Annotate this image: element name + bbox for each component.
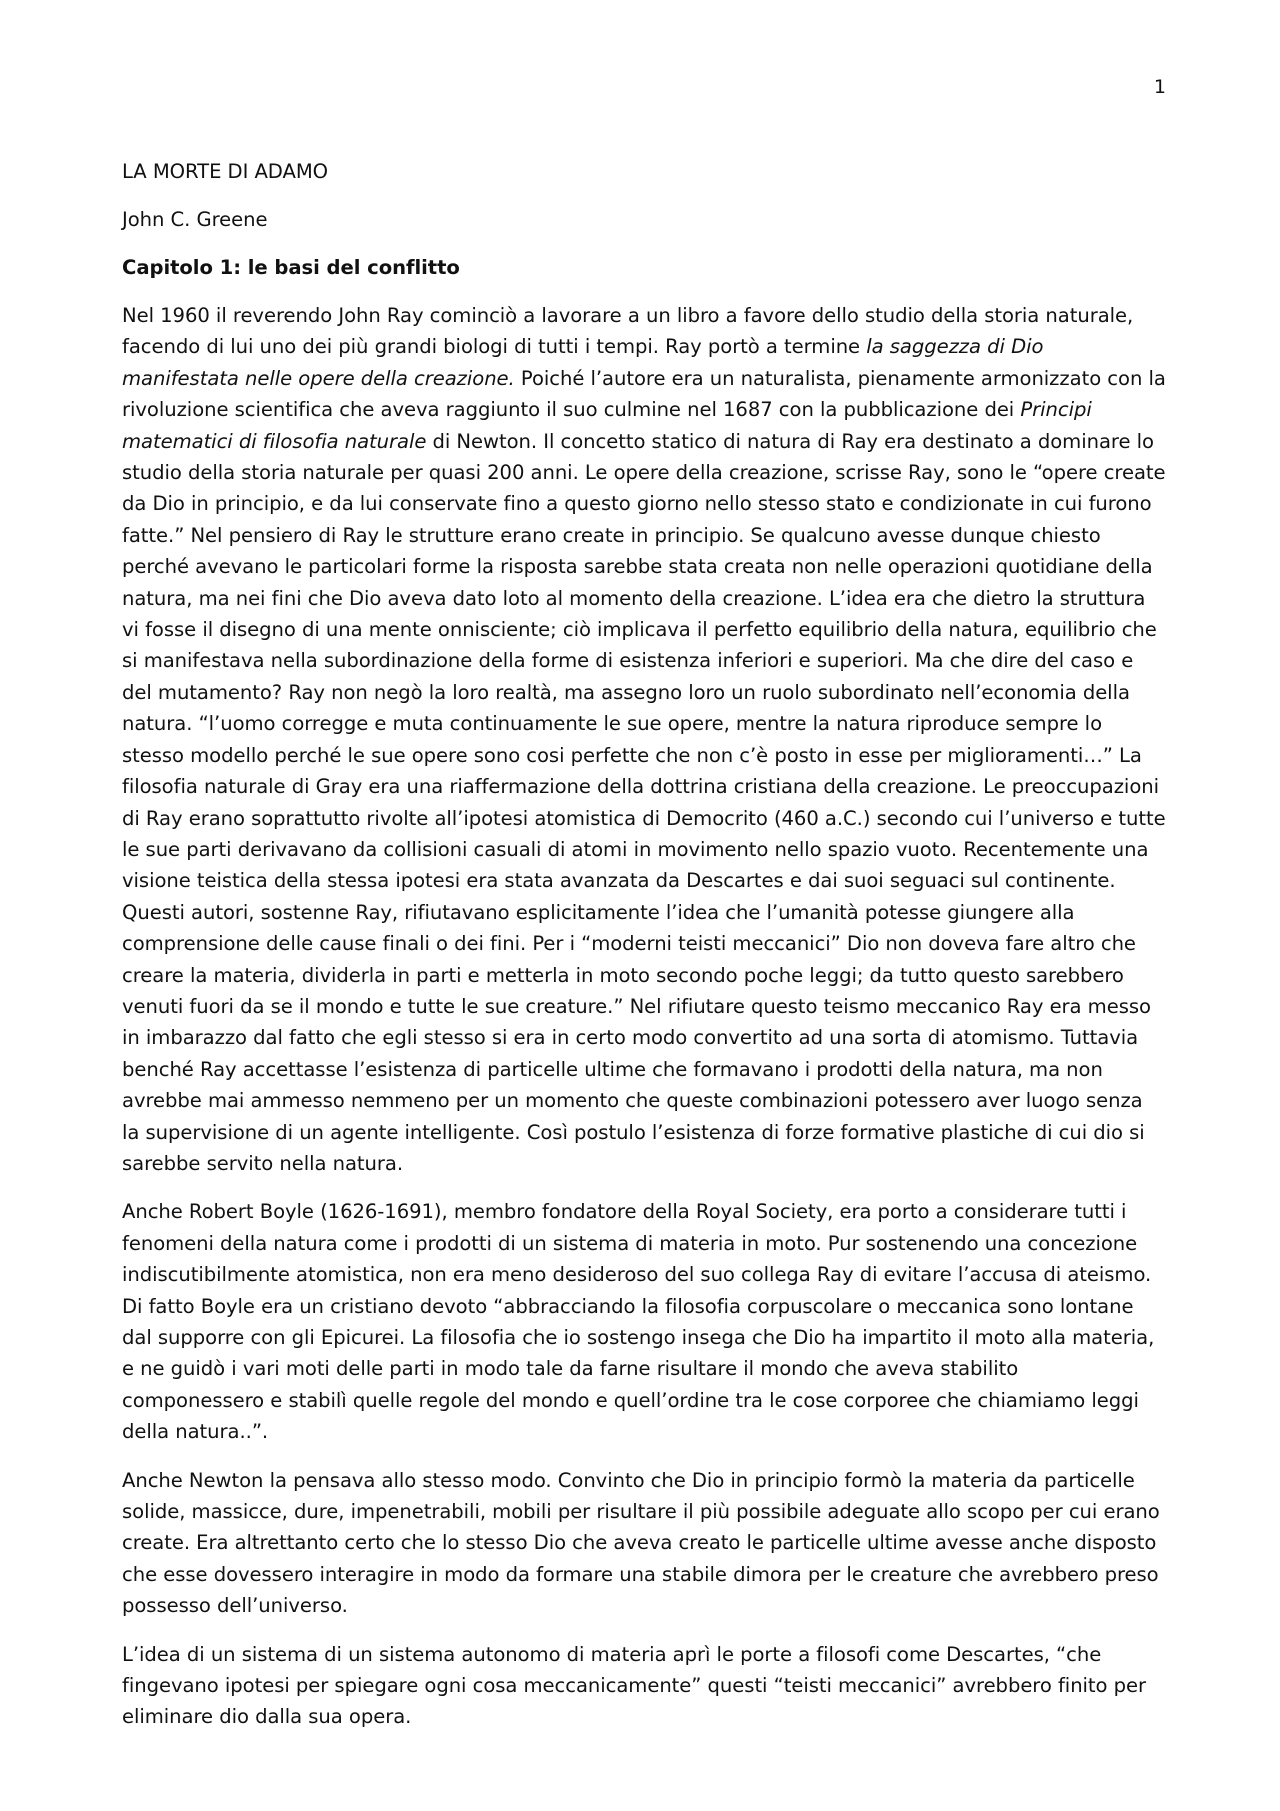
chapter-heading: Capitolo 1: le basi del conflitto xyxy=(122,256,460,279)
paragraph-1-text-part-2: Poiché l’autore era un naturalista, pienamente armonizzato con la rivoluzione scientifica che aveva raggiunto il suo culmine nel 1687 con la pubblicazione dei xyxy=(122,366,1166,422)
document-body xyxy=(122,156,1166,1750)
document-title: LA MORTE DI ADAMO xyxy=(122,160,329,183)
paragraph-4: L’idea di un sistema di un sistema autonomo di materia aprì le porte a filosofi come Descartes, “che fingevano ipotesi per spiegare ogni cosa meccanicamente” questi “teisti meccanici” avrebbero finito per eliminare dio dalla sua opera. xyxy=(122,1642,1147,1729)
paragraph-1-text-part-1: Nel 1960 il reverendo John Ray cominciò a lavorare a un libro a favore dello studio della storia naturale, facendo di lui uno dei più grandi biologi di tutti i tempi. Ray portò a termine xyxy=(122,304,1134,359)
italic-book-title-1: la saggezza di Dio manifestata nelle opere della creazione. xyxy=(122,335,1044,390)
page-number: 1 xyxy=(1153,76,1166,98)
paragraph-1-text-part-3: di Newton. Il concetto statico di natura di Ray era destinato a dominare lo studio della storia naturale per quasi 200 anni. Le opere della creazione, scrisse Ray, sono le “opere create da Dio in principio, e da lui conservate fino a questo giorno nello stesso stato e condizionate in cui furono fatte.” Nel pensiero di Ray le strutture erano create in principio. Se qualcuno avesse dunque chiesto perché avevano le particolari forme la risposta sarebbe stata creata non nelle operazioni quotidiane della natura, ma nei fini che Dio aveva dato loto al momento della creazione. L’idea era che dietro la struttura vi fosse il disegno di una mente onnisciente; ciò implicava il perfetto equilibrio della natura, equilibrio che si manifestava nella subordinazione della forme di esistenza inferiori e superiori. Ma che dire del caso e del mutamento? Ray non negò la loro realtà, ma assegno loro un ruolo subordinato nell’economia della natura. “l’uomo corregge e muta continuamente le sue opere, mentre la natura riproduce sempre lo stesso modello perché le sue opere sono cosi perfette che non c’è posto in esse per miglioramenti…” La filosofia naturale di Gray era una riaffermazione della dottrina cristiana della creazione. Le preoccupazioni di Ray erano soprattutto rivolte all’ipotesi atomistica di Democrito (460 a.C.) secondo cui l’universo e tutte le sue parti derivavano da collisioni casuali di atomi in movimento nello spazio vuoto. Recentemente una visione teistica della stessa ipotesi era stata avanzata da Descartes e dai suoi seguaci sul continente. Questi autori, sostenne Ray, rifiutavano esplicitamente l’idea che l’umanità potesse giungere alla comprensione delle cause finali o dei fini. Per i “moderni teisti meccanici” Dio non doveva fare altro che creare la materia, dividerla in parti e metterla in moto secondo poche leggi; da tutto questo sarebbero venuti fuori da se il mondo e tutte le sue creature.” Nel rifiutare questo teismo meccanico Ray era messo in imbarazzo dal fatto che egli stesso si era in certo modo convertito ad una sorta di atomismo. Tuttavia benché Ray accettasse l’esistenza di particelle ultime che formavano i prodotti della natura, ma non avrebbe mai ammesso nemmeno per un momento che queste combinazioni potessero aver luogo senza la supervisione di un agente intelligente. Così postulo l’esistenza di forze formative plastiche di cui dio si sarebbe servito nella natura. xyxy=(122,429,1166,1175)
document-author: John C. Greene xyxy=(122,208,268,231)
paragraph-2: Anche Robert Boyle (1626-1691), membro fondatore della Royal Society, era porto a considerare tutti i fenomeni della natura come i prodotti di un sistema di materia in moto. Pur sostenendo una concezione indiscutibilmente atomistica, non era meno desideroso del suo collega Ray di evitare l’accusa di ateismo. Di fatto Boyle era un cristiano devoto “abbracciando la filosofia corpuscolare o meccanica sono lontane dal supporre con gli Epicurei. La filosofia che io sostengo insega che Dio ha impartito il moto alla materia, e ne guidò i vari moti delle parti in modo tale da farne risultare il mondo che aveva stabilito componessero e stabilì quelle regole del mondo e quell’ordine tra le cose corporee che chiamiamo leggi della natura..”. xyxy=(122,1200,1155,1444)
paragraph-1 xyxy=(122,300,1166,1179)
italic-book-title-2: Principi matematici di filosofia naturale xyxy=(122,398,1092,453)
paragraph-3: Anche Newton la pensava allo stesso modo. Convinto che Dio in principio formò la materia da particelle solide, massicce, dure, impenetrabili, mobili per risultare il più possibile adeguate allo scopo per cui erano create. Era altrettanto certo che lo stesso Dio che aveva creato le particelle ultime avesse anche disposto che esse dovessero interagire in modo da formare una stabile dimora per le creature che avrebbero preso possesso dell’universo. xyxy=(122,1468,1160,1618)
